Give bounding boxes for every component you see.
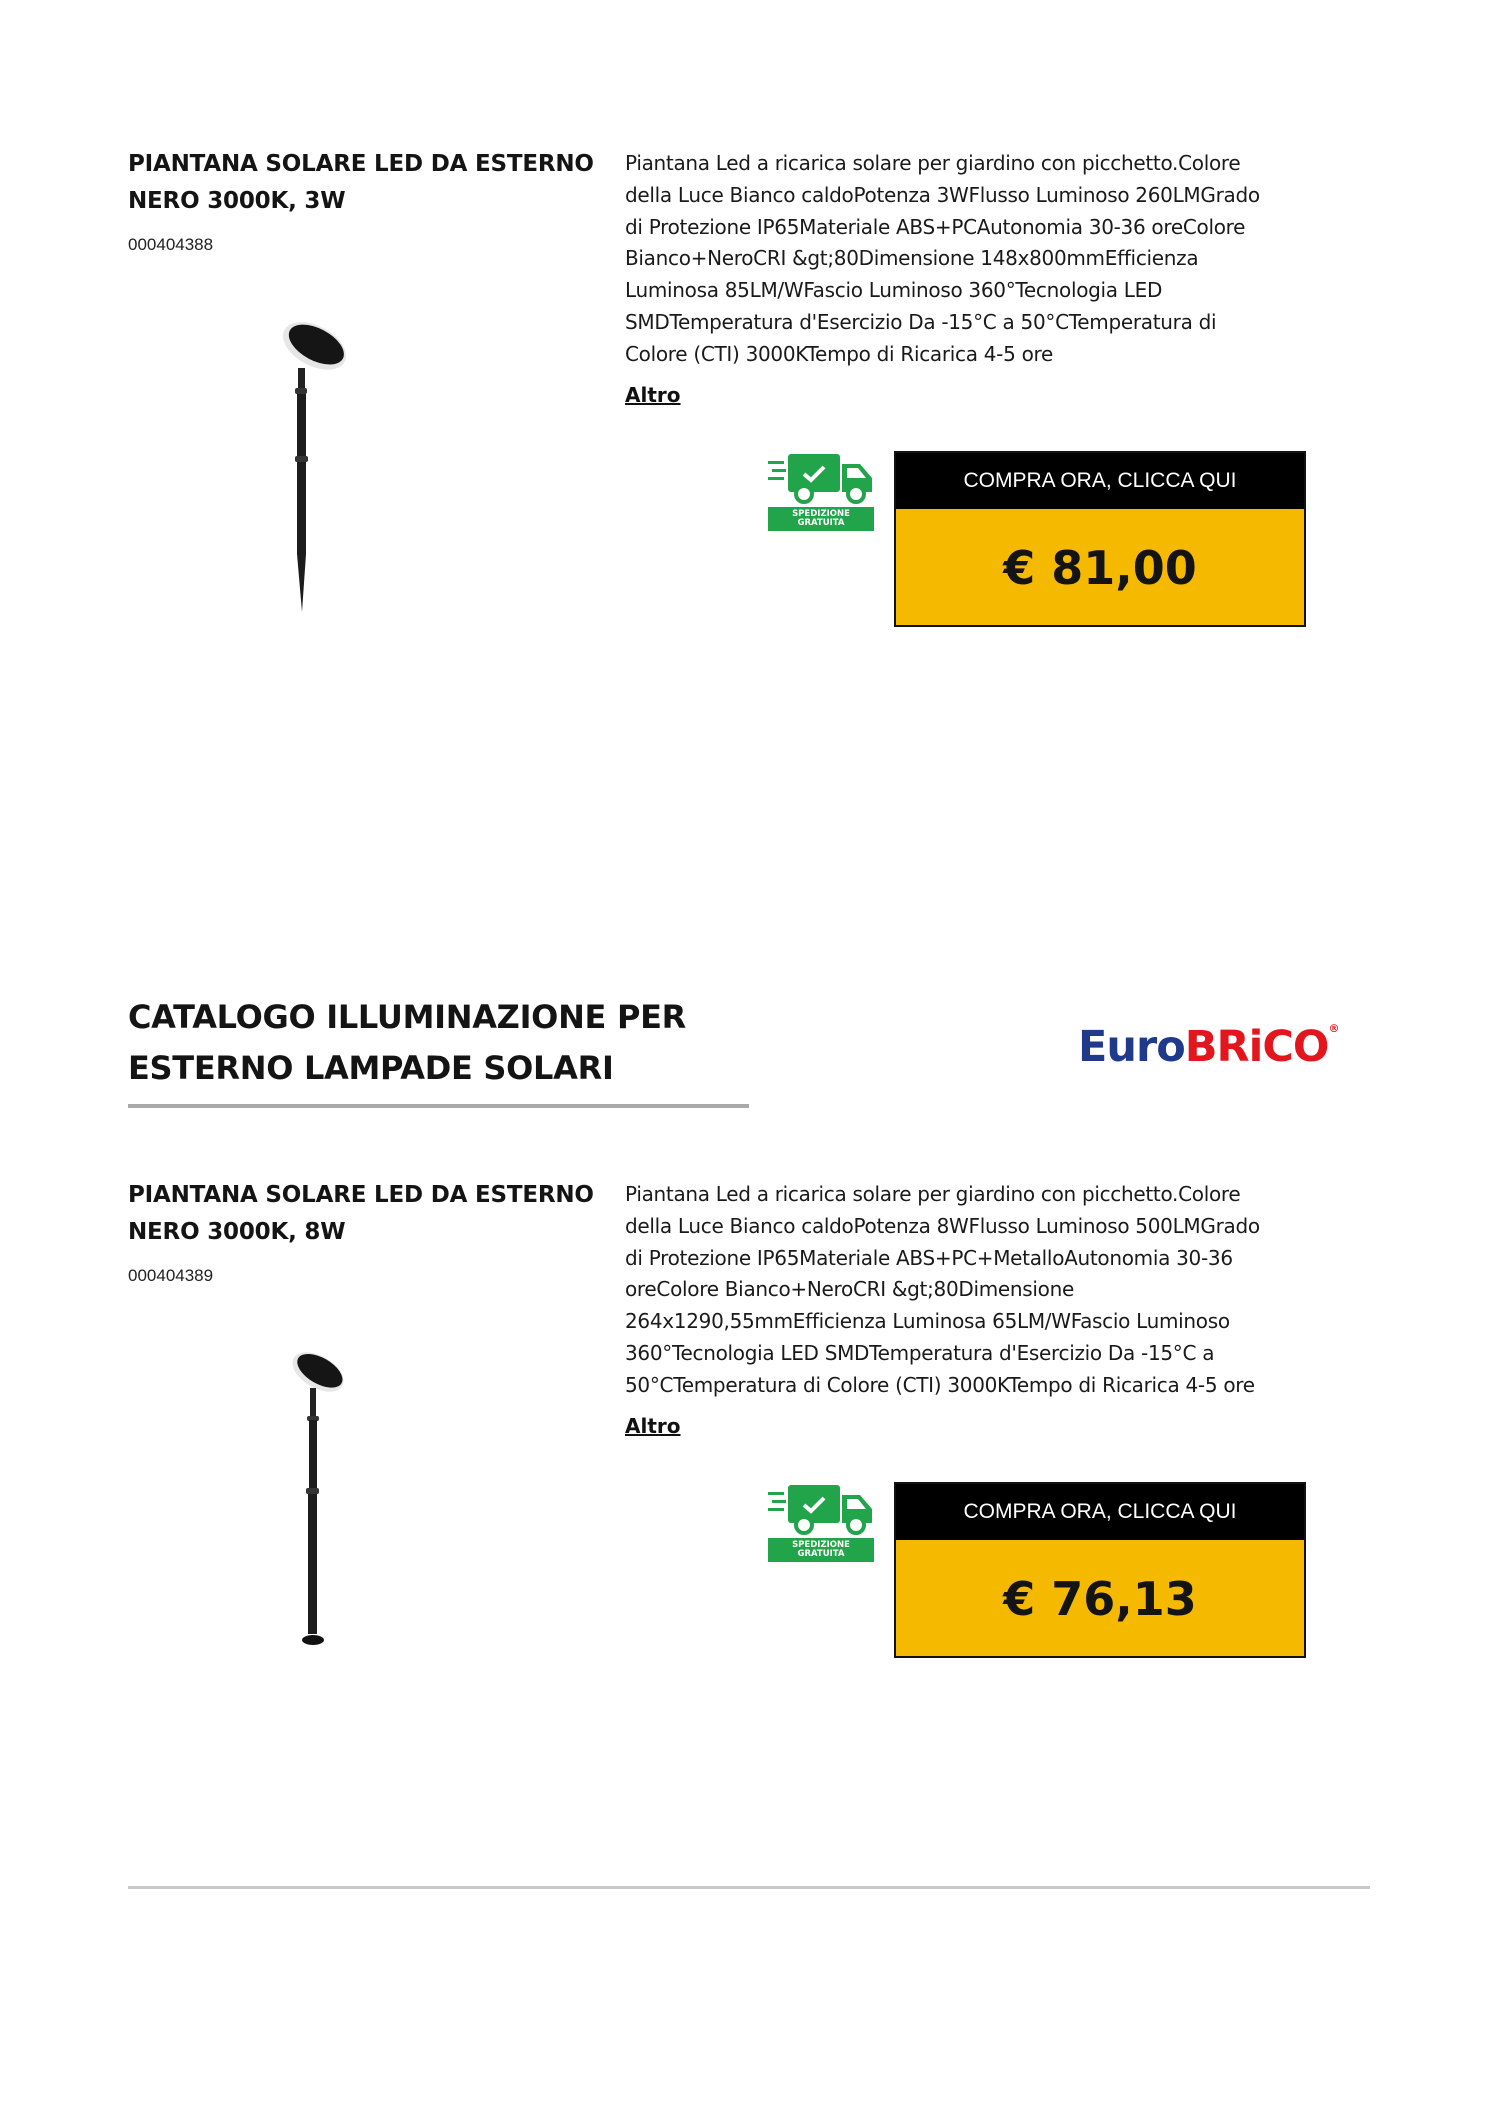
buy-now-label: COMPRA ORA, CLICCA QUI [896,1484,1304,1540]
more-link[interactable]: Altro [625,383,681,407]
product-title: PIANTANA SOLARE LED DA ESTERNO NERO 3000K, 3W [128,151,594,214]
free-shipping-badge [768,1483,874,1557]
buy-now-button[interactable] [894,1482,1306,1658]
product-image [260,1340,370,1660]
product-code: 000404389 [128,1266,214,1285]
free-shipping-label: SPEDIZIONE GRATUITA [768,507,874,531]
catalog-title: CATALOGO ILLUMINAZIONE PER ESTERNO LAMPADE SOLARI [128,998,687,1087]
product-description: Piantana Led a ricarica solare per giardino con picchetto.Colore della Luce Bianco caldoPotenza 8WFlusso Luminoso 500LMGrado di Protezione IP65Materiale ABS+PC+MetalloAutonomia 30-36 oreColore Bianco+NeroCRI &gt;80Dimensione 264x1290,55mmEfficienza Luminosa 65LM/WFascio Luminoso 360°Tecnologia LED SMDTemperatura d'Esercizio Da -15°C a 50°CTemperatura di Colore (CTI) 3000KTempo di Ricarica 4-5 ore [625,1182,1260,1397]
price: € 81,00 [1003,541,1197,595]
product-code: 000404388 [128,235,214,254]
product-image [250,310,370,620]
product-description: Piantana Led a ricarica solare per giardino con picchetto.Colore della Luce Bianco caldoPotenza 3WFlusso Luminoso 260LMGrado di Protezione IP65Materiale ABS+PCAutonomia 30-36 oreColore Bianco+NeroCRI &gt;80Dimensione 148x800mmEfficienza Luminosa 85LM/WFascio Luminoso 360°Tecnologia LED SMDTemperatura d'Esercizio Da -15°C a 50°CTemperatura di Colore (CTI) 3000KTempo di Ricarica 4-5 ore [625,151,1260,366]
catalog-title-underline [128,1104,749,1108]
delivery-truck-icon [768,452,874,504]
eurobrico-logo: EuroBRiCO® [1078,1022,1339,1072]
buy-now-label: COMPRA ORA, CLICCA QUI [896,453,1304,509]
product-title: PIANTANA SOLARE LED DA ESTERNO NERO 3000K, 8W [128,1182,594,1245]
buy-now-button[interactable] [894,451,1306,627]
free-shipping-label: SPEDIZIONE GRATUITA [768,1538,874,1562]
more-link[interactable]: Altro [625,1414,681,1438]
price: € 76,13 [1003,1572,1197,1626]
footer-divider [128,1886,1370,1889]
free-shipping-badge [768,452,874,526]
delivery-truck-icon [768,1483,874,1535]
